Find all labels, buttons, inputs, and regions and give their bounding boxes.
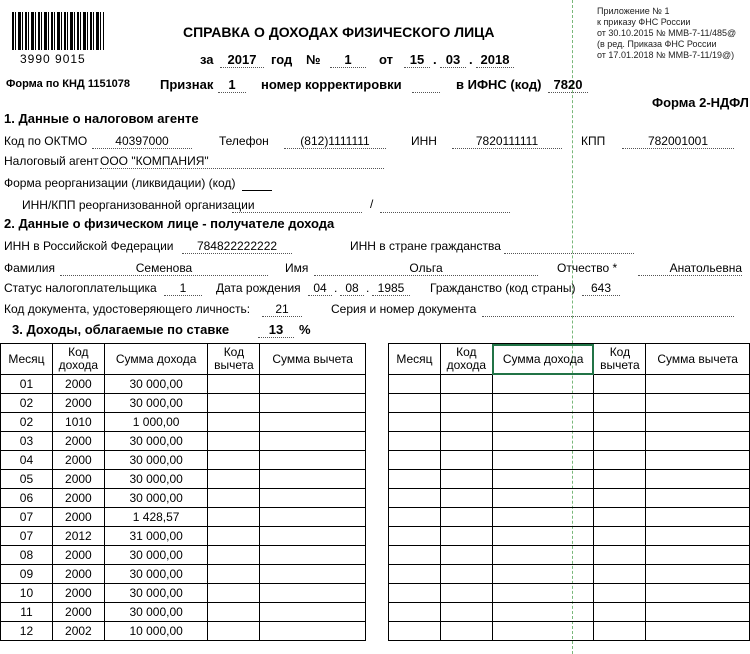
cell-month[interactable]: 02 [1,413,53,432]
cell-income-code[interactable]: 2000 [52,451,104,470]
cell-deduction-code[interactable] [208,584,260,603]
inn-foreign-value[interactable] [504,239,634,254]
cell-income-sum[interactable] [492,622,594,641]
cell-income-code[interactable]: 2000 [52,565,104,584]
table-row [1,508,366,527]
cell-deduction-sum[interactable] [260,432,366,451]
cell-month[interactable]: 03 [1,432,53,451]
cell-deduction-sum[interactable] [646,413,750,432]
cell-income-code[interactable]: 2000 [52,584,104,603]
header-deduction-code [594,344,646,375]
header-label: Месяц [8,351,45,366]
cell-month[interactable]: 07 [1,527,53,546]
cell-month[interactable] [389,565,441,584]
table-row [389,527,750,546]
cell-deduction-code[interactable] [208,603,260,622]
cell-deduction-sum[interactable] [260,622,366,641]
cell-income-code[interactable] [440,394,492,413]
section2-title: 2. Данные о физическом лице - получателе дохода [4,216,335,231]
cell-income-code[interactable] [440,451,492,470]
table-row [1,527,366,546]
ifns-label: в ИФНС (код) [456,77,542,92]
header-label: Код [68,345,89,359]
cell-deduction-sum[interactable] [260,451,366,470]
cell-month[interactable] [389,527,441,546]
number-sign: № [306,52,321,67]
cell-month[interactable] [389,375,441,394]
cell-month[interactable]: 01 [1,375,53,394]
cell-income-sum[interactable]: 30 000,00 [104,451,208,470]
appendix-line: от 30.10.2015 № ММВ-7-11/485@ [597,28,737,38]
cell-month[interactable] [389,451,441,470]
cell-deduction-sum[interactable] [646,565,750,584]
cell-income-code[interactable] [440,470,492,489]
date-day[interactable]: 15 [404,52,430,68]
cell-income-sum[interactable]: 30 000,00 [104,432,208,451]
birth-year[interactable]: 1985 [372,281,410,296]
inn-rf-label: ИНН в Российской Федерации [4,239,174,253]
oktmo-label: Код по ОКТМО [4,134,88,148]
header-label: Код [609,345,631,359]
inn-foreign-label: ИНН в стране гражданства [350,239,501,253]
birth-label: Дата рождения [216,281,301,295]
page-title: СПРАВКА О ДОХОДАХ ФИЗИЧЕСКОГО ЛИЦА [183,24,495,40]
cell-month[interactable] [389,413,441,432]
table-row [1,470,366,489]
appendix-line: к приказу ФНС России [597,17,691,27]
doc-code-value[interactable]: 21 [262,302,302,317]
cell-deduction-code[interactable] [594,508,646,527]
cell-income-sum[interactable]: 30 000,00 [104,470,208,489]
table-row [389,622,750,641]
surname-label: Фамилия [4,261,55,275]
cell-deduction-sum[interactable] [646,375,750,394]
ifns-value[interactable]: 7820 [548,77,588,93]
cell-deduction-sum[interactable] [260,489,366,508]
table-row [389,508,750,527]
cell-deduction-sum[interactable] [646,546,750,565]
cell-income-sum[interactable]: 30 000,00 [104,584,208,603]
agent-label: Налоговый агент [4,154,99,168]
inn-value[interactable]: 7820111111 [452,134,562,149]
cell-income-code[interactable]: 2002 [52,622,104,641]
citizenship-label: Гражданство (код страны) [430,281,576,295]
header-label: Сумма дохода [502,351,584,366]
form-name: Форма 2-НДФЛ [652,95,749,110]
form-knd: Форма по КНД 1151078 [6,78,131,90]
cell-income-code[interactable] [440,565,492,584]
cell-month[interactable] [389,584,441,603]
income-table-right [388,343,750,641]
cell-income-code[interactable]: 2012 [52,527,104,546]
cell-month[interactable] [389,489,441,508]
correction-value[interactable] [412,77,440,93]
patronymic-label: Отчество * [557,261,618,275]
percent-sign: % [299,322,311,337]
cell-income-sum[interactable] [492,489,594,508]
birth-day[interactable]: 04 [308,281,332,296]
agent-value[interactable]: ООО "КОМПАНИЯ" [100,154,384,169]
cell-deduction-code[interactable] [594,546,646,565]
cell-deduction-code[interactable] [594,603,646,622]
priznak-value[interactable]: 1 [218,77,246,93]
cell-deduction-sum[interactable] [646,489,750,508]
cell-deduction-code[interactable] [208,508,260,527]
cell-income-sum[interactable] [492,546,594,565]
god-label: год [271,52,293,67]
income-table-left [0,343,366,641]
cell-income-code[interactable]: 2000 [52,432,104,451]
table-row [389,394,750,413]
status-label: Статус налогоплательщика [4,281,157,295]
cell-month[interactable] [389,508,441,527]
reorg-value[interactable] [242,176,272,191]
cell-deduction-sum[interactable] [260,375,366,394]
date-month[interactable]: 03 [440,52,466,68]
cell-deduction-sum[interactable] [260,584,366,603]
cell-deduction-code[interactable] [594,470,646,489]
table-row [389,470,750,489]
header-income-code [440,344,492,375]
header-deduction-code [208,344,260,375]
reorg-kpp-value[interactable] [380,198,510,213]
ot-label: от [379,52,393,67]
reorg-inn-label: ИНН/КПП реорганизованной организации [22,198,255,212]
table-row [1,394,366,413]
cell-month[interactable]: 06 [1,489,53,508]
cell-deduction-code[interactable] [208,565,260,584]
cell-month[interactable]: 10 [1,584,53,603]
cell-deduction-sum[interactable] [646,603,750,622]
appendix-note [597,6,736,61]
cell-deduction-code[interactable] [208,432,260,451]
cell-income-code[interactable]: 2000 [52,489,104,508]
cell-deduction-sum[interactable] [260,546,366,565]
cell-deduction-sum[interactable] [646,432,750,451]
cell-income-sum[interactable] [492,508,594,527]
cell-month[interactable] [389,622,441,641]
header-label: дохода [58,358,99,372]
cell-deduction-sum[interactable] [260,603,366,622]
cell-income-sum[interactable] [492,413,594,432]
name-label: Имя [285,261,309,275]
cell-deduction-sum[interactable] [260,413,366,432]
cell-income-code[interactable] [440,546,492,565]
table-row [1,432,366,451]
cell-deduction-code[interactable] [594,375,646,394]
cell-income-sum[interactable]: 31 000,00 [104,527,208,546]
name-value[interactable]: Ольга [314,261,538,276]
cell-income-code[interactable] [440,527,492,546]
cell-income-sum[interactable]: 30 000,00 [104,546,208,565]
cell-income-sum[interactable]: 10 000,00 [104,622,208,641]
cell-deduction-sum[interactable] [646,584,750,603]
cell-month[interactable]: 05 [1,470,53,489]
cell-deduction-code[interactable] [208,413,260,432]
cell-income-sum[interactable] [492,470,594,489]
phone-label: Телефон [219,134,269,148]
table-row [1,489,366,508]
cell-income-sum[interactable]: 30 000,00 [104,565,208,584]
cell-deduction-code[interactable] [594,584,646,603]
table-row [389,584,750,603]
cell-income-sum[interactable] [492,565,594,584]
cell-income-sum[interactable] [492,603,594,622]
table-row [1,584,366,603]
cell-deduction-sum[interactable] [260,527,366,546]
surname-value[interactable]: Семенова [60,261,268,276]
appendix-line: Приложение № 1 [597,6,670,16]
date-dot: . [366,281,370,295]
cell-deduction-code[interactable] [208,527,260,546]
table-row [389,546,750,565]
cell-income-code[interactable]: 2000 [52,603,104,622]
cell-deduction-sum[interactable] [260,565,366,584]
priznak-label: Признак [160,77,214,92]
cell-deduction-code[interactable] [208,622,260,641]
header-deduction-sum [646,344,750,375]
reorg-label: Форма реорганизации (ликвидации) (код) [4,176,236,190]
cell-month[interactable] [389,432,441,451]
doc-series-label: Серия и номер документа [331,302,477,316]
cell-deduction-code[interactable] [594,394,646,413]
header-income-sum-selected[interactable] [492,344,594,375]
cell-income-code[interactable]: 2000 [52,508,104,527]
barcode-image [12,12,104,50]
cell-deduction-code[interactable] [208,375,260,394]
cell-income-code[interactable]: 1010 [52,413,104,432]
cell-deduction-code[interactable] [208,470,260,489]
cell-deduction-code[interactable] [208,546,260,565]
table-row [1,413,366,432]
cell-month[interactable]: 12 [1,622,53,641]
cell-month[interactable]: 02 [1,394,53,413]
cell-income-code[interactable]: 2000 [52,470,104,489]
table-row [1,546,366,565]
cell-deduction-code[interactable] [594,489,646,508]
cell-income-code[interactable] [440,413,492,432]
header-label: дохода [446,358,487,372]
cell-month[interactable]: 09 [1,565,53,584]
header-label: Сумма дохода [115,351,197,366]
header-label: вычета [600,358,640,372]
birth-month[interactable]: 08 [340,281,364,296]
cell-income-code[interactable]: 2000 [52,394,104,413]
header-label: Код [223,345,245,359]
table-row [389,603,750,622]
cell-deduction-code[interactable] [594,565,646,584]
header-label: Месяц [396,351,433,366]
cell-income-sum[interactable]: 30 000,00 [104,394,208,413]
header-label: вычета [214,358,254,372]
cell-month[interactable]: 11 [1,603,53,622]
cell-deduction-sum[interactable] [646,394,750,413]
cell-income-sum[interactable] [492,584,594,603]
inn-rf-value[interactable]: 784822222222 [182,239,292,254]
cell-deduction-sum[interactable] [646,527,750,546]
header-label: Код [456,345,477,359]
kpp-value[interactable]: 782001001 [622,134,734,149]
doc-code-label: Код документа, удостоверяющего личность: [4,302,251,316]
table-row [389,375,750,394]
date-dot: . [334,281,338,295]
cell-deduction-sum[interactable] [646,451,750,470]
cell-income-code[interactable] [440,375,492,394]
cell-income-code[interactable] [440,603,492,622]
table-row [1,451,366,470]
cell-income-sum[interactable] [492,394,594,413]
za-label: за [200,52,214,67]
cell-income-sum[interactable] [492,432,594,451]
table-row [389,432,750,451]
cell-deduction-sum[interactable] [260,394,366,413]
cell-income-sum[interactable]: 30 000,00 [104,375,208,394]
date-year[interactable]: 2018 [476,52,514,68]
header-label: Сумма вычета [272,351,353,366]
table-row [389,489,750,508]
rate-value[interactable]: 13 [258,322,294,338]
table-row [389,451,750,470]
cell-income-code[interactable] [440,622,492,641]
cell-month[interactable] [389,603,441,622]
header-label: Сумма вычета [657,351,738,366]
number-value[interactable]: 1 [330,52,366,68]
section1-title: 1. Данные о налоговом агенте [4,111,199,126]
cell-deduction-sum[interactable] [260,470,366,489]
barcode-number: 3990 9015 [20,52,86,66]
oktmo-value[interactable]: 40397000 [92,134,192,149]
cell-deduction-code[interactable] [208,451,260,470]
citizenship-value[interactable]: 643 [582,281,620,296]
cell-deduction-code[interactable] [594,527,646,546]
cell-deduction-code[interactable] [594,622,646,641]
header-deduction-sum [260,344,366,375]
cell-deduction-sum[interactable] [646,508,750,527]
cell-deduction-sum[interactable] [646,470,750,489]
cell-month[interactable] [389,470,441,489]
table-row [1,565,366,584]
kpp-label: КПП [581,134,606,148]
table-row [389,565,750,584]
header-income-code [52,344,104,375]
cell-income-sum[interactable]: 30 000,00 [104,603,208,622]
header-month [389,344,441,375]
table-row [1,375,366,394]
cell-income-code[interactable] [440,432,492,451]
cell-income-code[interactable] [440,508,492,527]
table-row [1,622,366,641]
date-dot: . [433,52,437,67]
appendix-line: (в ред. Приказа ФНС России [597,39,717,49]
cell-income-code[interactable] [440,584,492,603]
table-row [389,413,750,432]
cell-deduction-code[interactable] [594,432,646,451]
cell-month[interactable] [389,394,441,413]
cell-income-sum[interactable]: 30 000,00 [104,489,208,508]
cell-income-sum[interactable]: 1 428,57 [104,508,208,527]
cell-month[interactable]: 07 [1,508,53,527]
cell-income-sum[interactable] [492,451,594,470]
correction-label: номер корректировки [261,77,402,92]
patronymic-value[interactable]: Анатольевна [638,261,742,276]
status-value[interactable]: 1 [164,281,202,296]
cell-deduction-code[interactable] [594,413,646,432]
cell-deduction-sum[interactable] [260,508,366,527]
header-income-sum [104,344,208,375]
section3-title: 3. Доходы, облагаемые по ставке [12,322,230,337]
reorg-inn-value[interactable] [232,198,362,213]
cell-income-code[interactable] [440,489,492,508]
header-month [1,344,53,375]
cell-income-sum[interactable]: 1 000,00 [104,413,208,432]
slash: / [370,197,374,211]
cell-income-code[interactable]: 2000 [52,375,104,394]
cell-deduction-code[interactable] [594,451,646,470]
cell-month[interactable]: 08 [1,546,53,565]
cell-deduction-sum[interactable] [646,622,750,641]
cell-month[interactable]: 04 [1,451,53,470]
year-value[interactable]: 2017 [220,52,264,68]
cell-deduction-code[interactable] [208,394,260,413]
cell-income-code[interactable]: 2000 [52,546,104,565]
phone-value[interactable]: (812)1111111 [284,134,386,149]
cell-month[interactable] [389,546,441,565]
date-dot: . [469,52,473,67]
cell-income-sum[interactable] [492,375,594,394]
cell-deduction-code[interactable] [208,489,260,508]
inn-label: ИНН [411,134,437,148]
table-row [1,603,366,622]
doc-series-value[interactable] [482,302,734,317]
appendix-line: от 17.01.2018 № ММВ-7-11/19@) [597,50,735,60]
cell-income-sum[interactable] [492,527,594,546]
